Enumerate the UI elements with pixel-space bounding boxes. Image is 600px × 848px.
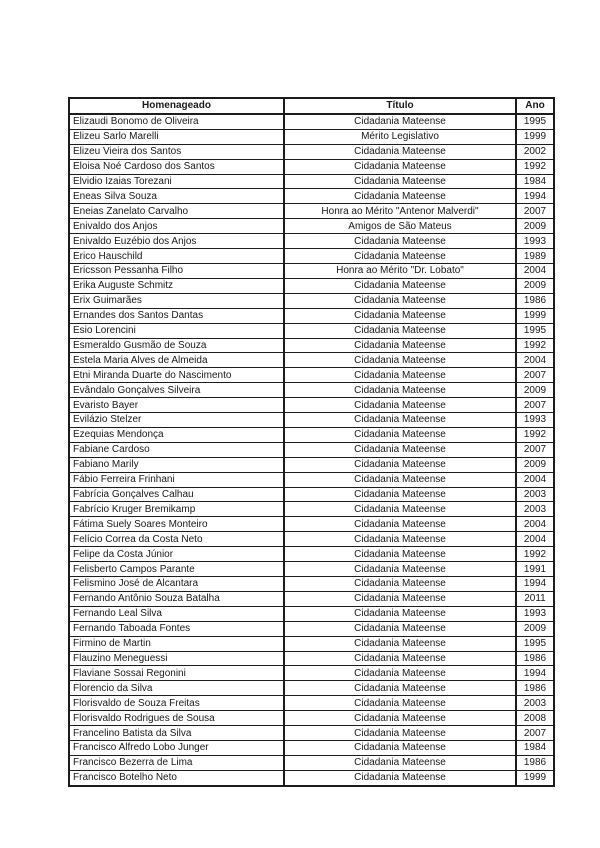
- header-row: [69, 98, 554, 114]
- cell-titulo: Honra ao Mérito "Antenor Malverdi": [284, 204, 516, 219]
- cell-titulo: Cidadania Mateense: [284, 577, 516, 592]
- cell-titulo: Cidadania Mateense: [284, 114, 516, 129]
- cell-titulo: Cidadania Mateense: [284, 770, 516, 785]
- table-row: [69, 219, 554, 234]
- cell-ano: 2011: [516, 591, 554, 606]
- cell-homenageado: Fabrícia Gonçalves Calhau: [69, 487, 284, 502]
- cell-titulo: Cidadania Mateense: [284, 532, 516, 547]
- cell-titulo: Cidadania Mateense: [284, 368, 516, 383]
- cell-titulo: Cidadania Mateense: [284, 457, 516, 472]
- cell-titulo: Cidadania Mateense: [284, 189, 516, 204]
- cell-titulo: Cidadania Mateense: [284, 249, 516, 264]
- cell-titulo: Cidadania Mateense: [284, 144, 516, 159]
- cell-homenageado: Fábio Ferreira Frinhani: [69, 472, 284, 487]
- table-row: [69, 338, 554, 353]
- cell-titulo: Cidadania Mateense: [284, 726, 516, 741]
- cell-homenageado: Estela Maria Alves de Almeida: [69, 353, 284, 368]
- cell-ano: 1984: [516, 740, 554, 755]
- cell-homenageado: Elizaudi Bonomo de Oliveira: [69, 114, 284, 129]
- cell-ano: 1994: [516, 666, 554, 681]
- cell-ano: 2007: [516, 398, 554, 413]
- cell-titulo: Cidadania Mateense: [284, 323, 516, 338]
- cell-ano: 1995: [516, 636, 554, 651]
- cell-titulo: Cidadania Mateense: [284, 398, 516, 413]
- table-row: [69, 114, 554, 129]
- table-row: [69, 323, 554, 338]
- table-row: [69, 621, 554, 636]
- cell-ano: 2007: [516, 204, 554, 219]
- table-row: [69, 770, 554, 785]
- cell-ano: 2009: [516, 457, 554, 472]
- cell-titulo: Cidadania Mateense: [284, 338, 516, 353]
- cell-ano: 1984: [516, 174, 554, 189]
- table-row: [69, 308, 554, 323]
- table-row: [69, 189, 554, 204]
- table-row: [69, 413, 554, 428]
- cell-ano: 1999: [516, 770, 554, 785]
- cell-homenageado: Ezequias Mendonça: [69, 427, 284, 442]
- cell-titulo: Cidadania Mateense: [284, 472, 516, 487]
- cell-ano: 1992: [516, 427, 554, 442]
- table-row: [69, 353, 554, 368]
- cell-ano: 2009: [516, 383, 554, 398]
- cell-homenageado: Evilázio Stelzer: [69, 413, 284, 428]
- cell-ano: 1989: [516, 249, 554, 264]
- cell-ano: 2007: [516, 726, 554, 741]
- cell-ano: 2004: [516, 532, 554, 547]
- table-row: [69, 740, 554, 755]
- table-row: [69, 129, 554, 144]
- table-row: [69, 711, 554, 726]
- cell-ano: 1986: [516, 755, 554, 770]
- table-row: [69, 487, 554, 502]
- cell-ano: 1995: [516, 114, 554, 129]
- cell-titulo: Amigos de São Mateus: [284, 219, 516, 234]
- cell-ano: 2003: [516, 502, 554, 517]
- cell-ano: 1999: [516, 129, 554, 144]
- table-row: [69, 442, 554, 457]
- cell-titulo: Mérito Legislativo: [284, 129, 516, 144]
- cell-titulo: Cidadania Mateense: [284, 413, 516, 428]
- cell-ano: 2004: [516, 472, 554, 487]
- cell-ano: 1991: [516, 562, 554, 577]
- table-row: [69, 696, 554, 711]
- table-row: [69, 249, 554, 264]
- table-row: [69, 681, 554, 696]
- cell-homenageado: Florisvaldo de Souza Freitas: [69, 696, 284, 711]
- cell-homenageado: Felipe da Costa Júnior: [69, 547, 284, 562]
- table-row: [69, 278, 554, 293]
- table-row: [69, 383, 554, 398]
- cell-titulo: Cidadania Mateense: [284, 278, 516, 293]
- cell-ano: 1986: [516, 293, 554, 308]
- table-row: [69, 159, 554, 174]
- cell-homenageado: Enivaldo Euzébio dos Anjos: [69, 234, 284, 249]
- table-row: [69, 472, 554, 487]
- table-row: [69, 562, 554, 577]
- cell-homenageado: Francisco Botelho Neto: [69, 770, 284, 785]
- cell-titulo: Cidadania Mateense: [284, 427, 516, 442]
- cell-homenageado: Felício Correa da Costa Neto: [69, 532, 284, 547]
- cell-homenageado: Fátima Suely Soares Monteiro: [69, 517, 284, 532]
- table-row: [69, 591, 554, 606]
- cell-ano: 1986: [516, 681, 554, 696]
- table-row: [69, 651, 554, 666]
- cell-homenageado: Ernandes dos Santos Dantas: [69, 308, 284, 323]
- cell-homenageado: Fernando Antônio Souza Batalha: [69, 591, 284, 606]
- cell-homenageado: Francelino Batista da Silva: [69, 726, 284, 741]
- cell-homenageado: Francisco Alfredo Lobo Junger: [69, 740, 284, 755]
- table-header: [69, 98, 554, 114]
- cell-ano: 1993: [516, 413, 554, 428]
- column-header-ano: Ano: [516, 98, 554, 114]
- cell-homenageado: Firmino de Martin: [69, 636, 284, 651]
- table-row: [69, 234, 554, 249]
- table-row: [69, 666, 554, 681]
- table-row: [69, 606, 554, 621]
- cell-titulo: Cidadania Mateense: [284, 681, 516, 696]
- table-row: [69, 502, 554, 517]
- cell-homenageado: Florencio da Silva: [69, 681, 284, 696]
- cell-titulo: Cidadania Mateense: [284, 651, 516, 666]
- cell-homenageado: Evândalo Gonçalves Silveira: [69, 383, 284, 398]
- cell-homenageado: Erika Auguste Schmitz: [69, 278, 284, 293]
- cell-homenageado: Ericsson Pessanha Filho: [69, 263, 284, 278]
- cell-ano: 2009: [516, 219, 554, 234]
- cell-homenageado: Elizeu Sarlo Marelli: [69, 129, 284, 144]
- cell-titulo: Cidadania Mateense: [284, 591, 516, 606]
- cell-ano: 1993: [516, 606, 554, 621]
- cell-ano: 1994: [516, 189, 554, 204]
- cell-titulo: Cidadania Mateense: [284, 517, 516, 532]
- cell-ano: 1992: [516, 547, 554, 562]
- cell-homenageado: Felisberto Campos Parante: [69, 562, 284, 577]
- cell-homenageado: Erico Hauschild: [69, 249, 284, 264]
- table-row: [69, 577, 554, 592]
- cell-ano: 1992: [516, 159, 554, 174]
- cell-homenageado: Felismino José de Alcantara: [69, 577, 284, 592]
- table-row: [69, 263, 554, 278]
- table-row: [69, 547, 554, 562]
- cell-ano: 1992: [516, 338, 554, 353]
- column-header-homenageado: Homenageado: [69, 98, 284, 114]
- honorees-table: [68, 97, 555, 787]
- cell-homenageado: Eneas Silva Souza: [69, 189, 284, 204]
- cell-ano: 2007: [516, 368, 554, 383]
- cell-homenageado: Fernando Leal Silva: [69, 606, 284, 621]
- cell-homenageado: Etni Miranda Duarte do Nascimento: [69, 368, 284, 383]
- cell-titulo: Cidadania Mateense: [284, 606, 516, 621]
- cell-titulo: Cidadania Mateense: [284, 383, 516, 398]
- table-row: [69, 517, 554, 532]
- table-body: [69, 114, 554, 786]
- cell-ano: 2007: [516, 442, 554, 457]
- table-row: [69, 427, 554, 442]
- table-row: [69, 755, 554, 770]
- cell-ano: 1993: [516, 234, 554, 249]
- cell-titulo: Cidadania Mateense: [284, 696, 516, 711]
- cell-homenageado: Florisvaldo Rodrigues de Sousa: [69, 711, 284, 726]
- table-row: [69, 174, 554, 189]
- cell-titulo: Cidadania Mateense: [284, 487, 516, 502]
- cell-homenageado: Elvidio Izaias Torezani: [69, 174, 284, 189]
- cell-homenageado: Fabiane Cardoso: [69, 442, 284, 457]
- cell-ano: 2004: [516, 517, 554, 532]
- table-row: [69, 398, 554, 413]
- cell-titulo: Honra ao Mérito "Dr. Lobato": [284, 263, 516, 278]
- cell-homenageado: Fabiano Marily: [69, 457, 284, 472]
- cell-titulo: Cidadania Mateense: [284, 159, 516, 174]
- cell-titulo: Cidadania Mateense: [284, 740, 516, 755]
- cell-titulo: Cidadania Mateense: [284, 174, 516, 189]
- table-row: [69, 368, 554, 383]
- cell-ano: 2004: [516, 353, 554, 368]
- cell-ano: 2002: [516, 144, 554, 159]
- cell-ano: 1994: [516, 577, 554, 592]
- cell-titulo: Cidadania Mateense: [284, 636, 516, 651]
- cell-homenageado: Evaristo Bayer: [69, 398, 284, 413]
- table-row: [69, 144, 554, 159]
- cell-homenageado: Esio Lorencini: [69, 323, 284, 338]
- table-row: [69, 457, 554, 472]
- cell-ano: 1986: [516, 651, 554, 666]
- cell-homenageado: Flaviane Sossai Regonini: [69, 666, 284, 681]
- cell-ano: 2009: [516, 621, 554, 636]
- cell-homenageado: Erix Guimarães: [69, 293, 284, 308]
- cell-titulo: Cidadania Mateense: [284, 353, 516, 368]
- table-row: [69, 204, 554, 219]
- cell-titulo: Cidadania Mateense: [284, 547, 516, 562]
- cell-titulo: Cidadania Mateense: [284, 293, 516, 308]
- cell-homenageado: Fabrício Kruger Bremikamp: [69, 502, 284, 517]
- cell-homenageado: Elizeu Vieira dos Santos: [69, 144, 284, 159]
- cell-titulo: Cidadania Mateense: [284, 621, 516, 636]
- table-row: [69, 532, 554, 547]
- cell-homenageado: Fernando Taboada Fontes: [69, 621, 284, 636]
- cell-ano: 2003: [516, 696, 554, 711]
- column-header-titulo: Título: [284, 98, 516, 114]
- cell-homenageado: Eloisa Noé Cardoso dos Santos: [69, 159, 284, 174]
- table-row: [69, 293, 554, 308]
- cell-ano: 2004: [516, 263, 554, 278]
- table-row: [69, 636, 554, 651]
- cell-homenageado: Francisco Bezerra de Lima: [69, 755, 284, 770]
- cell-ano: 2008: [516, 711, 554, 726]
- cell-homenageado: Enivaldo dos Anjos: [69, 219, 284, 234]
- cell-ano: 1995: [516, 323, 554, 338]
- cell-titulo: Cidadania Mateense: [284, 234, 516, 249]
- table-row: [69, 726, 554, 741]
- cell-titulo: Cidadania Mateense: [284, 562, 516, 577]
- cell-titulo: Cidadania Mateense: [284, 711, 516, 726]
- cell-ano: 2003: [516, 487, 554, 502]
- cell-titulo: Cidadania Mateense: [284, 666, 516, 681]
- cell-titulo: Cidadania Mateense: [284, 442, 516, 457]
- cell-titulo: Cidadania Mateense: [284, 308, 516, 323]
- cell-homenageado: Flauzino Meneguessi: [69, 651, 284, 666]
- cell-homenageado: Esmeraldo Gusmão de Souza: [69, 338, 284, 353]
- cell-titulo: Cidadania Mateense: [284, 502, 516, 517]
- cell-homenageado: Eneias Zanelato Carvalho: [69, 204, 284, 219]
- cell-ano: 1999: [516, 308, 554, 323]
- cell-ano: 2009: [516, 278, 554, 293]
- cell-titulo: Cidadania Mateense: [284, 755, 516, 770]
